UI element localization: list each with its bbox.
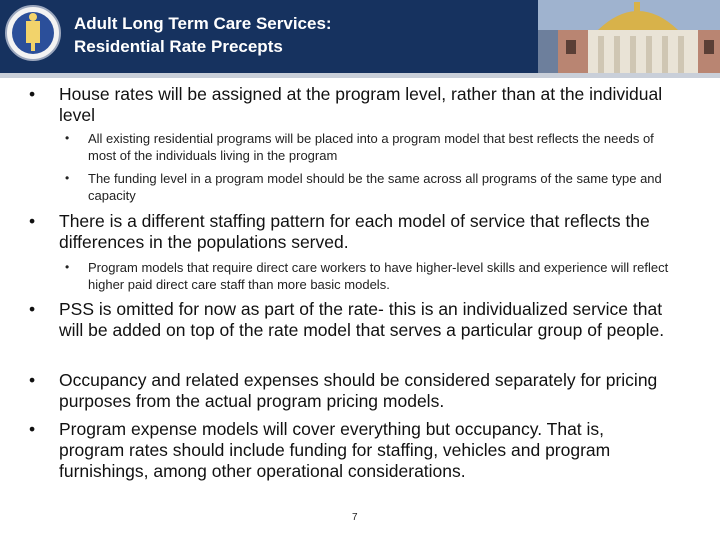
sub-bullet-1-1-text: All existing residential programs will be placed into a program model that best reflects the needs of most of the individuals living in the program [88, 131, 654, 163]
header-divider [0, 73, 720, 78]
bullet-3 [29, 299, 669, 341]
bullet-marker: • [29, 419, 36, 439]
bullet-marker: • [29, 84, 36, 104]
bullet-5 [29, 419, 669, 482]
title-line-2: Residential Rate Precepts [74, 37, 283, 56]
bullet-1 [29, 84, 669, 126]
sub-bullet-1-2 [65, 170, 678, 204]
bullet-marker: • [29, 211, 36, 231]
sub-bullet-2-1 [65, 259, 678, 293]
bullet-1-text: House rates will be assigned at the program level, rather than at the individual level [59, 84, 663, 125]
bullet-3-text: PSS is omitted for now as part of the rate- this is an individualized service that will be added on top of the rate model that serves a particular group of people. [59, 299, 665, 340]
sub-bullet-2-1-text: Program models that require direct care workers to have higher-level skills and experience will reflect higher paid direct care staff than more basic models. [88, 260, 669, 292]
sub-bullet-1-1 [65, 130, 678, 164]
header-banner [0, 0, 720, 73]
page-number: 7 [352, 512, 358, 523]
sub-bullet-1-2-text: The funding level in a program model should be the same across all programs of the same type and capacity [88, 171, 662, 203]
bullet-marker: • [29, 299, 36, 319]
state-house-photo [538, 0, 720, 73]
title-line-1: Adult Long Term Care Services: [74, 14, 332, 33]
bullet-marker: • [29, 370, 36, 390]
bullet-4 [29, 370, 669, 412]
sub-bullet-marker: • [65, 260, 70, 274]
sub-bullet-marker: • [65, 131, 70, 145]
bullet-2 [29, 211, 669, 253]
page-title [74, 12, 332, 58]
bullet-5-text: Program expense models will cover everything but occupancy. That is, program rates should include funding for staffing, vehicles and program furnishings, among other operational considerations. [59, 419, 611, 481]
bullet-4-text: Occupancy and related expenses should be considered separately for pricing purposes from the actual program pricing models. [59, 370, 658, 411]
state-seal-icon [4, 4, 62, 62]
sub-bullet-marker: • [65, 171, 70, 185]
bullet-2-text: There is a different staffing pattern for each model of service that reflects the differences in the populations served. [59, 211, 650, 252]
